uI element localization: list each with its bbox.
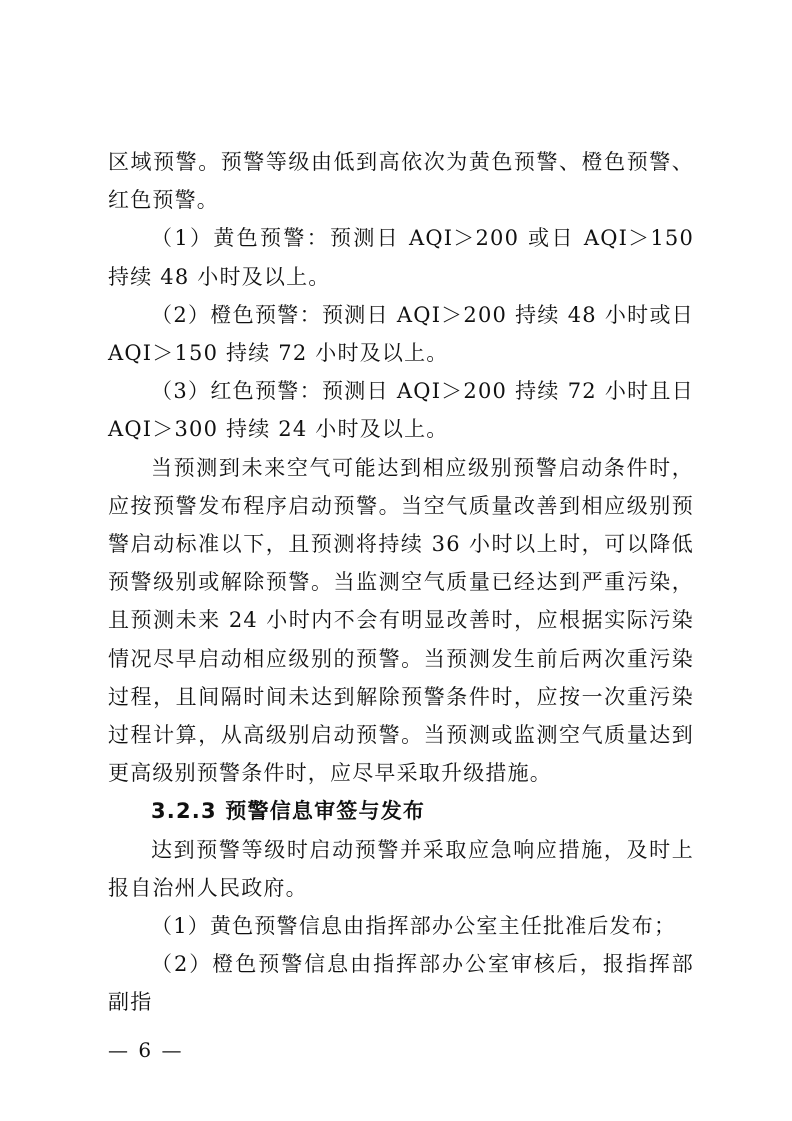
paragraph-report: 达到预警等级时启动预警并采取应急响应措施，及时上报自治州人民政府。 bbox=[108, 837, 694, 900]
page-number: — 6 — bbox=[108, 1038, 184, 1062]
paragraph-yellow-release: （1）黄色预警信息由指挥部办公室主任批准后发布； bbox=[151, 914, 677, 939]
section-heading: 3.2.3 预警信息审签与发布 bbox=[151, 799, 426, 824]
paragraph-red-warning: （3）红色预警：预测日 AQI＞200 持续 72 小时且日 AQI＞300 持续 24 小时及以上。 bbox=[108, 379, 694, 442]
paragraph-orange-warning: （2）橙色预警：预测日 AQI＞200 持续 48 小时或日 AQI＞150 持续 72 小时及以上。 bbox=[108, 302, 694, 366]
paragraph-yellow-warning: （1）黄色预警：预测日 AQI＞200 或日 AQI＞150 持续 48 小时及以上。 bbox=[108, 226, 694, 289]
paragraph-warning-levels: 区域预警。预警等级由低到高依次为黄色预警、橙色预警、红色预警。 bbox=[108, 150, 694, 213]
paragraph-orange-release: （2）橙色预警信息由指挥部办公室审核后，报指挥部副指 bbox=[108, 952, 694, 1015]
paragraph-warning-procedure: 当预测到未来空气可能达到相应级别预警启动条件时，应按预警发布程序启动预警。当空气质量改善到相应级别预警启动标准以下，且预测将持续 36 小时以上时，可以降低预警级别或解除预警。当监测空气质量已经达到严重污染，且预测未来 24 小时内不会有明显改善时，应根据实际污染情况尽早启动相应级别的预警。当预测发生前后两次重污染过程，且间隔时间未达到解除预警条件时，应按一次重污染过程计算，从高级别启动预警。当预测或监测空气质量达到更高级别预警条件时，应尽早采取升级措施。 bbox=[108, 455, 694, 786]
page-body bbox=[108, 143, 694, 1022]
